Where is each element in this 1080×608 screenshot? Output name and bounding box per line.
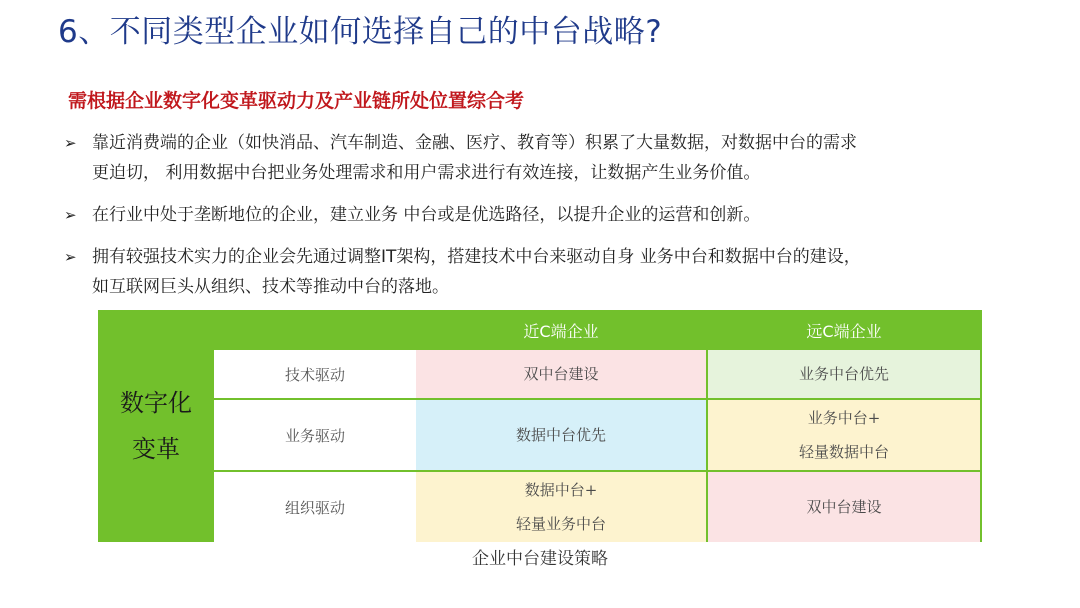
subtitle: 需根据企业数字化变革驱动力及产业链所处位置综合考 [68, 90, 525, 112]
matrix-cell [416, 400, 706, 470]
arrow-right-icon: ➢ [64, 134, 77, 152]
cell-text: 轻量业务中台 [515, 515, 606, 533]
row-label-tech: 技术驱动 [214, 350, 416, 398]
matrix-caption: 企业中台建设策略 [472, 549, 608, 569]
cell-text: 数据中台+ [524, 481, 598, 499]
matrix-cell [416, 472, 706, 542]
cell-text: 数据中台优先 [515, 426, 606, 444]
col-header-far-c: 远C端企业 [806, 321, 882, 341]
bullet-item [62, 200, 1022, 230]
arrow-right-icon: ➢ [64, 206, 77, 224]
matrix-cell [708, 350, 980, 398]
cell-text: 业务中台优先 [798, 365, 889, 383]
bullet-item [62, 128, 1022, 188]
cell-text: 双中台建设 [523, 365, 599, 383]
cell-text: 业务中台+ [807, 409, 881, 427]
bullet-item [62, 242, 1022, 302]
matrix-cell [416, 350, 706, 398]
row-label-business: 业务驱动 [214, 400, 416, 470]
cell-text: 轻量数据中台 [798, 443, 889, 461]
bullet-text-line: 在行业中处于垄断地位的企业，建立业务 中台或是优选路径，以提升企业的运营和创新。 [92, 205, 761, 225]
bullet-text-line: 靠近消费端的企业（如快消品、汽车制造、金融、医疗、教育等）积累了大量数据，对数据中台的需求 [92, 133, 857, 153]
arrow-right-icon: ➢ [64, 248, 77, 266]
row-label-org: 组织驱动 [214, 472, 416, 542]
matrix-cell [708, 472, 980, 542]
cell-text: 双中台建设 [806, 498, 882, 516]
matrix-cell [708, 400, 980, 470]
bullet-text-line: 如互联网巨头从组织、技术等推动中台的落地。 [92, 277, 449, 297]
page-title: 6、不同类型企业如何选择自己的中台战略? [58, 14, 663, 50]
side-label-line: 变革 [132, 435, 180, 463]
strategy-matrix [98, 310, 982, 542]
matrix-side-label [98, 310, 214, 542]
bullet-list [62, 128, 1022, 314]
bullet-text-line: 更迫切， 利用数据中台把业务处理需求和用户需求进行有效连接，让数据产生业务价值。 [92, 163, 761, 183]
col-header-near-c: 近C端企业 [523, 321, 599, 341]
side-label-line: 数字化 [120, 389, 192, 417]
bullet-text-line: 拥有较强技术实力的企业会先通过调整IT架构，搭建技术中台来驱动自身 业务中台和数据中台的建设， [92, 247, 861, 267]
